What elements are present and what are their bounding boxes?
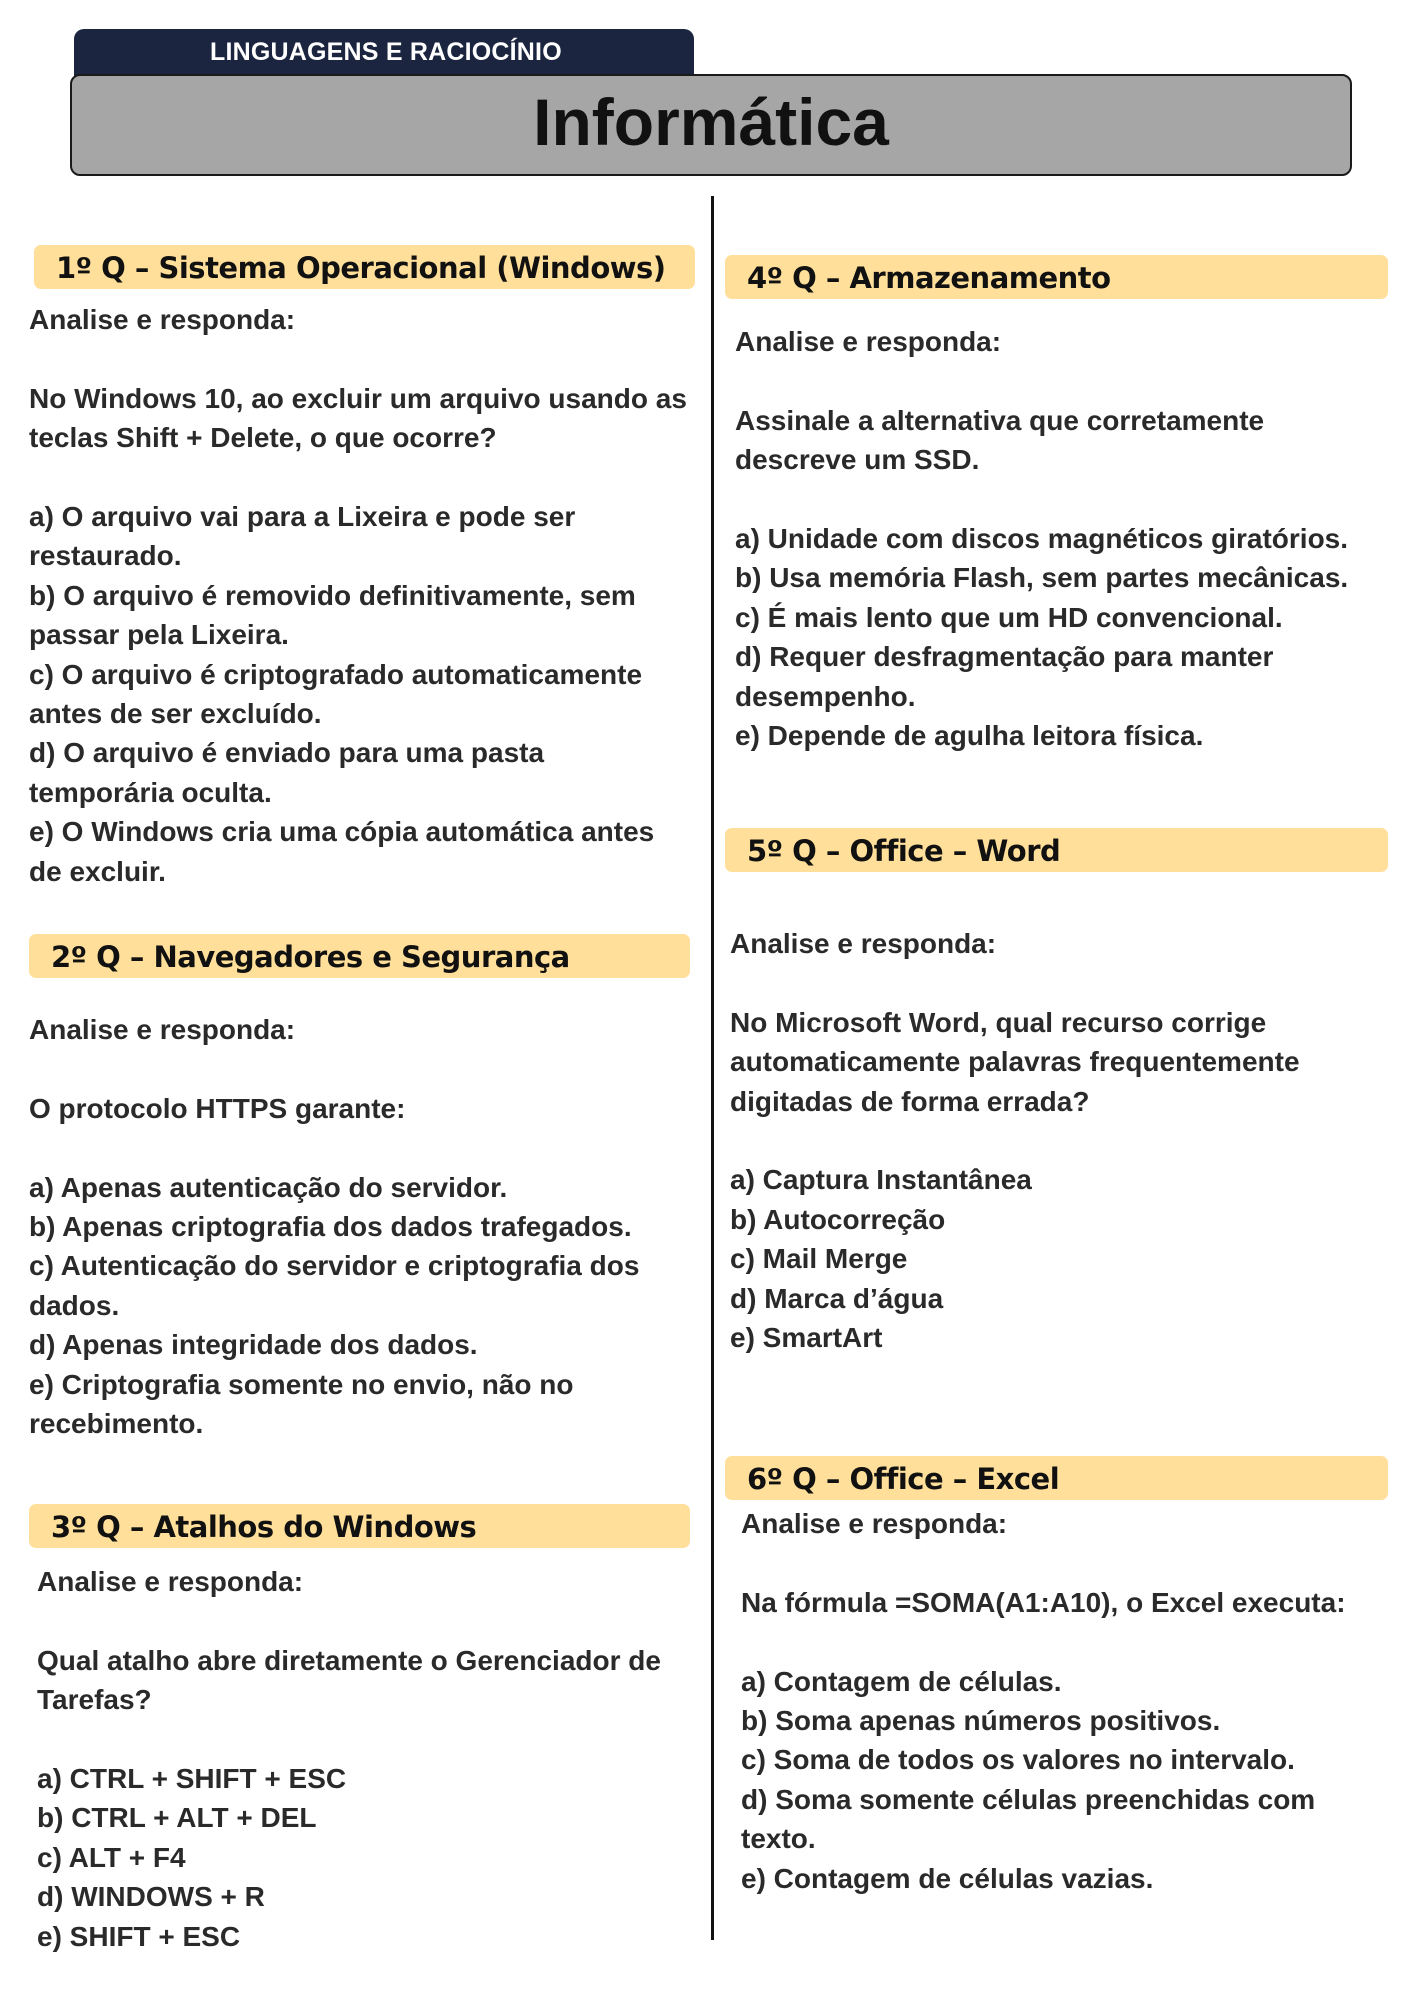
- question-1-option-a[interactable]: a) O arquivo vai para a Lixeira e pode ser restaurado.: [29, 501, 576, 572]
- question-5-option-b[interactable]: b) Autocorreção: [730, 1203, 946, 1235]
- question-1-statement: No Windows 10, ao excluir um arquivo usando as teclas Shift + Delete, o que ocorre?: [29, 382, 687, 454]
- question-1-option-b[interactable]: b) O arquivo é removido definitivamente, sem passar pela Lixeira.: [29, 579, 636, 651]
- category-tab: [74, 29, 694, 77]
- column-divider: [711, 196, 714, 1940]
- question-2-option-d[interactable]: d) Apenas integridade dos dados.: [29, 1329, 478, 1361]
- question-5-body: [730, 924, 1385, 1357]
- question-6-statement: Na fórmula =SOMA(A1:A10), o Excel executa:: [741, 1586, 1346, 1618]
- question-5-heading-text: 5º Q – Office – Word: [747, 834, 1061, 868]
- question-4-option-c[interactable]: c) É mais lento que um HD convencional.: [735, 601, 1283, 633]
- question-6-option-c[interactable]: c) Soma de todos os valores no intervalo.: [741, 1744, 1295, 1776]
- question-2-intro: Analise e responda:: [29, 1014, 296, 1045]
- question-3-option-e[interactable]: e) SHIFT + ESC: [37, 1920, 241, 1952]
- question-5-option-e[interactable]: e) SmartArt: [730, 1322, 883, 1354]
- question-5-statement: No Microsoft Word, qual recurso corrige automaticamente palavras frequentemente digitadas de forma errada?: [730, 1006, 1300, 1117]
- question-4-intro: Analise e responda:: [735, 326, 1002, 357]
- question-6-option-a[interactable]: a) Contagem de células.: [741, 1665, 1062, 1697]
- question-6-body: [741, 1504, 1391, 1898]
- question-1-heading: [34, 245, 695, 289]
- question-3-heading: [29, 1504, 690, 1548]
- question-3-option-c[interactable]: c) ALT + F4: [37, 1841, 186, 1873]
- question-6-option-b[interactable]: b) Soma apenas números positivos.: [741, 1705, 1221, 1736]
- question-2-heading: [29, 934, 690, 978]
- question-4-option-b[interactable]: b) Usa memória Flash, sem partes mecânicas.: [735, 562, 1349, 594]
- question-1-option-c[interactable]: c) O arquivo é criptografado automaticamente antes de ser excluído.: [29, 658, 643, 730]
- question-3-option-b[interactable]: b) CTRL + ALT + DEL: [37, 1802, 317, 1834]
- question-6-heading-text: 6º Q – Office – Excel: [747, 1462, 1060, 1496]
- question-4-option-e[interactable]: e) Depende de agulha leitora física.: [735, 720, 1204, 752]
- question-2-option-e[interactable]: e) Criptografia somente no envio, não no recebimento.: [29, 1368, 574, 1440]
- question-6-heading: [725, 1456, 1388, 1500]
- category-label: LINGUAGENS E RACIOCÍNIO: [210, 38, 562, 66]
- question-3-statement: Qual atalho abre diretamente o Gerenciador de Tarefas?: [37, 1644, 661, 1716]
- question-1-heading-text: 1º Q – Sistema Operacional (Windows): [56, 251, 666, 285]
- question-2-body: [29, 1010, 689, 1443]
- question-2-statement: O protocolo HTTPS garante:: [29, 1092, 406, 1124]
- question-1-body: [29, 300, 689, 891]
- question-3-heading-text: 3º Q – Atalhos do Windows: [51, 1510, 477, 1544]
- question-2-heading-text: 2º Q – Navegadores e Segurança: [51, 940, 570, 974]
- question-4-option-d[interactable]: d) Requer desfragmentação para manter desempenho.: [735, 641, 1274, 712]
- question-1-option-d[interactable]: d) O arquivo é enviado para uma pasta temporária oculta.: [29, 737, 545, 808]
- question-6-intro: Analise e responda:: [741, 1508, 1008, 1539]
- question-5-option-d[interactable]: d) Marca d’água: [730, 1282, 944, 1314]
- question-4-heading: [725, 255, 1388, 299]
- question-5-intro: Analise e responda:: [730, 928, 997, 959]
- question-1-intro: Analise e responda:: [29, 304, 296, 335]
- question-4-heading-text: 4º Q – Armazenamento: [747, 261, 1111, 295]
- question-4-option-a[interactable]: a) Unidade com discos magnéticos giratórios.: [735, 523, 1349, 554]
- question-6-option-e[interactable]: e) Contagem de células vazias.: [741, 1862, 1154, 1894]
- question-4-statement: Assinale a alternativa que corretamente descreve um SSD.: [735, 404, 1265, 476]
- question-3-intro: Analise e responda:: [37, 1566, 304, 1597]
- question-5-heading: [725, 828, 1388, 872]
- question-3-body: [37, 1562, 689, 1956]
- question-3-option-a[interactable]: a) CTRL + SHIFT + ESC: [37, 1763, 347, 1794]
- question-2-option-c[interactable]: c) Autenticação do servidor e criptografia dos dados.: [29, 1250, 640, 1321]
- question-5-option-c[interactable]: c) Mail Merge: [730, 1243, 908, 1275]
- title-banner: [70, 74, 1352, 176]
- page-title: Informática: [533, 85, 889, 159]
- question-1-option-e[interactable]: e) O Windows cria uma cópia automática antes de excluir.: [29, 816, 655, 887]
- question-3-option-d[interactable]: d) WINDOWS + R: [37, 1881, 265, 1913]
- question-4-body: [735, 322, 1390, 755]
- question-2-option-a[interactable]: a) Apenas autenticação do servidor.: [29, 1171, 508, 1203]
- question-2-option-b[interactable]: b) Apenas criptografia dos dados trafegados.: [29, 1211, 632, 1242]
- question-6-option-d[interactable]: d) Soma somente células preenchidas com texto.: [741, 1783, 1316, 1855]
- question-5-option-a[interactable]: a) Captura Instantânea: [730, 1164, 1032, 1196]
